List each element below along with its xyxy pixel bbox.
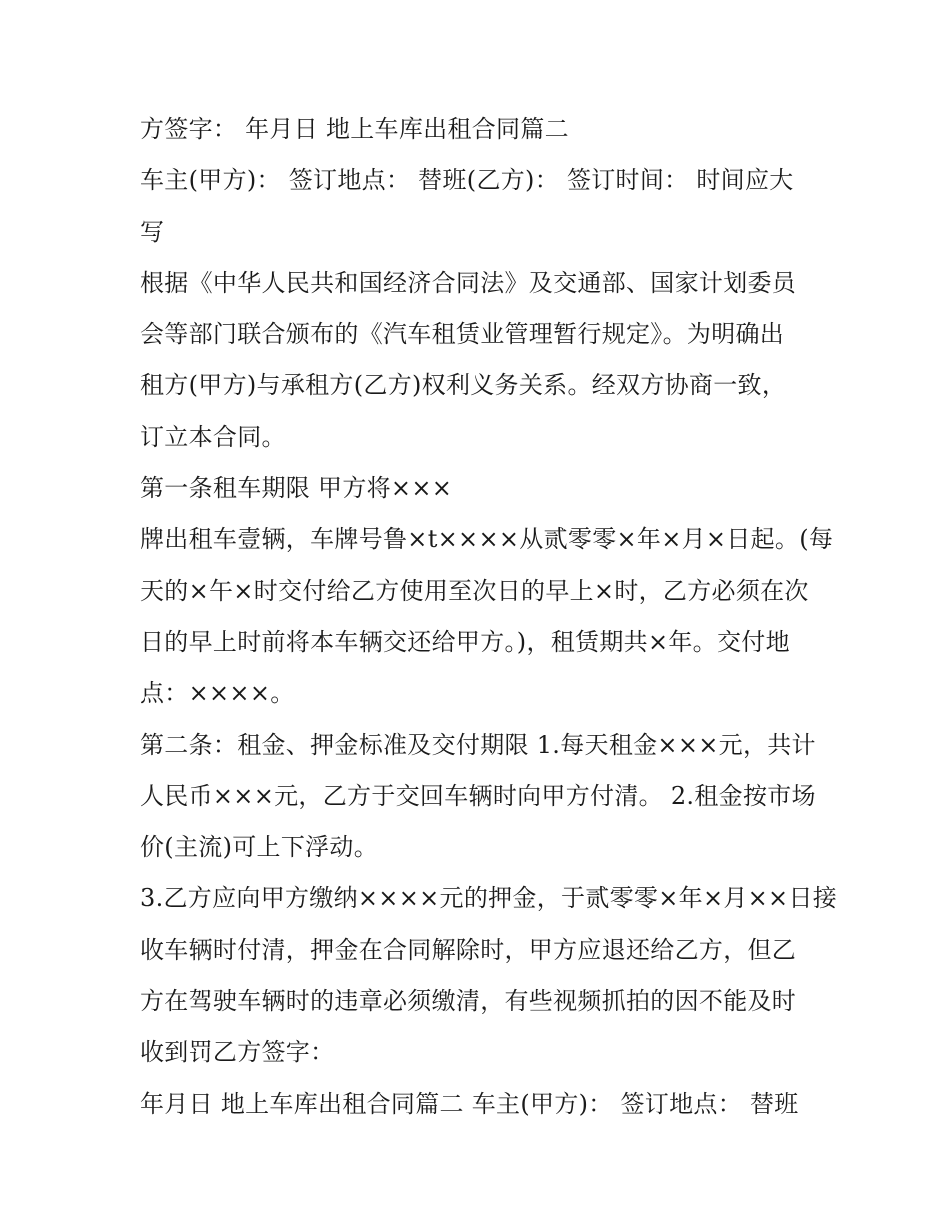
- text-line: 收到罚乙方签字：: [140, 1038, 335, 1067]
- text-line: 会等部门联合颁布的《汽车租赁业管理暂行规定》。为明确出: [140, 320, 785, 349]
- text-line: 车主(甲方)： 签订地点： 替班(乙方)： 签订时间： 时间应大: [140, 166, 794, 195]
- text-line: 租方(甲方)与承租方(乙方)权利义务关系。经双方协商一致，: [140, 371, 787, 400]
- text-line: 写: [140, 217, 165, 246]
- text-line: 3.乙方应向甲方缴纳××××元的押金，于贰零零×年×月××日接: [140, 884, 838, 913]
- text-line: 方签字： 年月日 地上车库出租合同篇二: [140, 115, 569, 143]
- text-line: 收车辆时付清，押金在合同解除时，甲方应退还给乙方，但乙: [140, 935, 797, 964]
- text-line: 点：××××。: [140, 679, 295, 708]
- text-line: 价(主流)可上下浮动。: [140, 833, 379, 862]
- text-line: 第一条租车期限 甲方将×××: [140, 474, 453, 503]
- text-line: 根据《中华人民共和国经济合同法》及交通部、国家计划委员: [140, 268, 797, 297]
- text-line: 天的×午×时交付给乙方使用至次日的早上×时，乙方必须在次: [140, 576, 809, 605]
- text-line: 订立本合同。: [140, 422, 286, 451]
- text-line: 方在驾驶车辆时的违章必须缴清，有些视频抓拍的因不能及时: [140, 987, 797, 1016]
- document-body: [140, 104, 838, 1130]
- text-line: 人民币×××元，乙方于交回车辆时向甲方付清。 2.租金按市场: [140, 781, 816, 810]
- text-line: 日的早上时前将本车辆交还给甲方。)，租赁期共×年。交付地: [140, 627, 790, 656]
- text-line: 牌出租车壹辆，车牌号鲁×t××××从贰零零×年×月×日起。(每: [140, 525, 834, 554]
- text-line: 年月日 地上车库出租合同篇二 车主(甲方)： 签订地点： 替班: [140, 1089, 799, 1118]
- text-line: 第二条：租金、押金标准及交付期限 1.每天租金×××元，共计: [140, 730, 816, 759]
